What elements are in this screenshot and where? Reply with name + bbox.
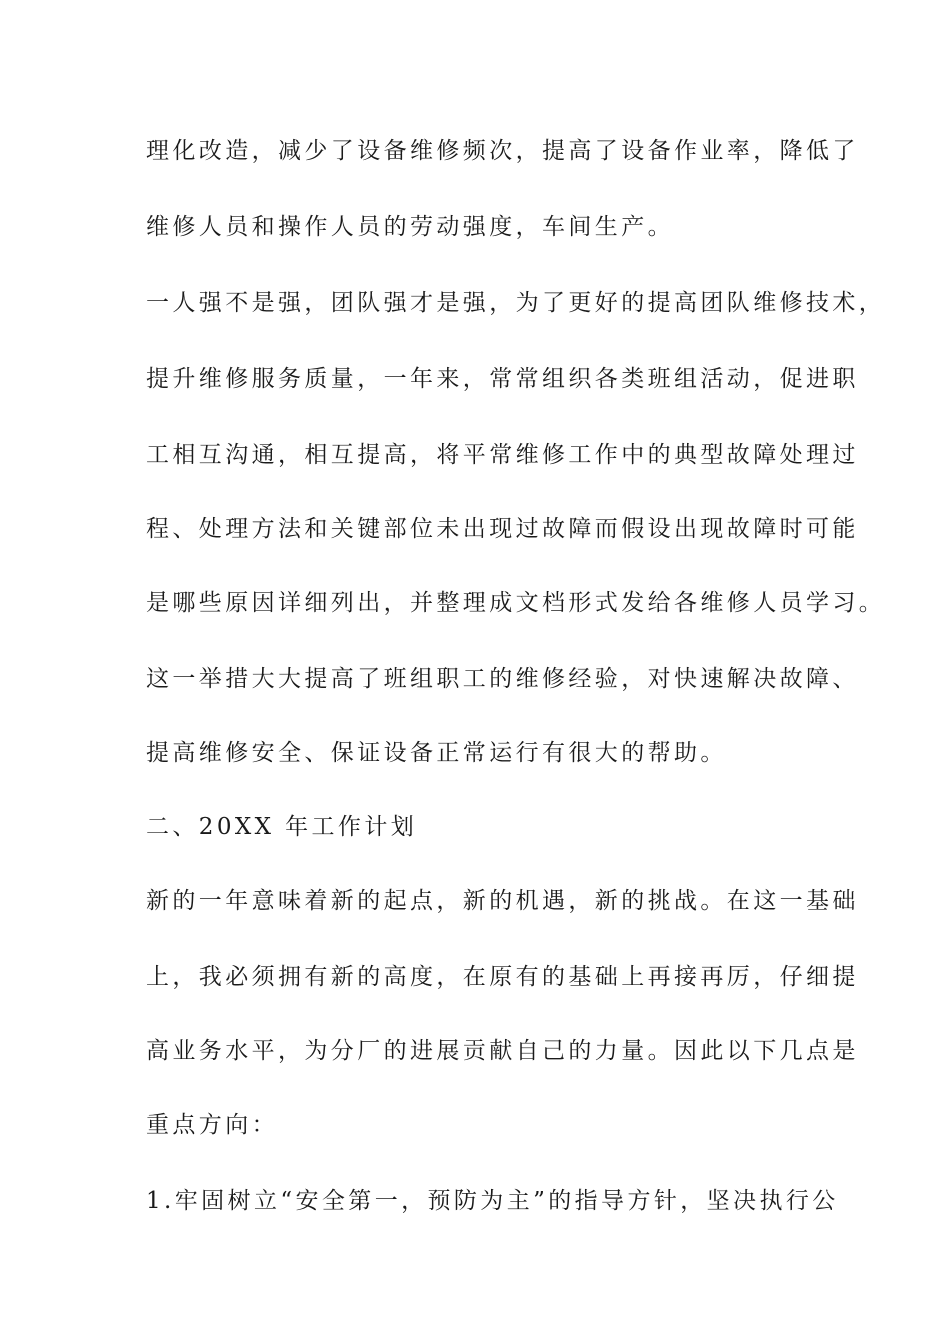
text-line: 理化改造，减少了设备维修频次，提高了设备作业率，降低了 bbox=[146, 138, 859, 164]
text-line: 新的一年意味着新的起点，新的机遇，新的挑战。在这一基础 bbox=[146, 888, 859, 914]
text-line: 提高维修安全、保证设备正常运行有很大的帮助。 bbox=[146, 740, 727, 766]
text-line: 提升维修服务质量，一年来，常常组织各类班组活动，促进职 bbox=[146, 366, 859, 392]
text-line: 这一举措大大提高了班组职工的维修经验，对快速解决故障、 bbox=[146, 666, 859, 692]
text-line: 工相互沟通，相互提高，将平常维修工作中的典型故障处理过 bbox=[146, 442, 859, 468]
text-line: 是哪些原因详细列出，并整理成文档形式发给各维修人员学习。 bbox=[146, 590, 886, 616]
text-line: 程、处理方法和关键部位未出现过故障而假设出现故障时可能 bbox=[146, 516, 859, 542]
text-line: 上，我必须拥有新的高度，在原有的基础上再接再厉，仔细提 bbox=[146, 964, 859, 990]
text-line: 维修人员和操作人员的劳动强度，车间生产。 bbox=[146, 214, 674, 240]
text-line: 一人强不是强，团队强才是强，为了更好的提高团队维修技术， bbox=[146, 290, 886, 316]
text-line: 重点方向： bbox=[146, 1112, 278, 1138]
section-heading: 二、20XX 年工作计划 bbox=[146, 814, 418, 840]
text-line: 高业务水平，为分厂的进展贡献自己的力量。因此以下几点是 bbox=[146, 1038, 859, 1064]
list-item: 1.牢固树立“安全第一，预防为主”的指导方针，坚决执行公 bbox=[146, 1188, 839, 1214]
